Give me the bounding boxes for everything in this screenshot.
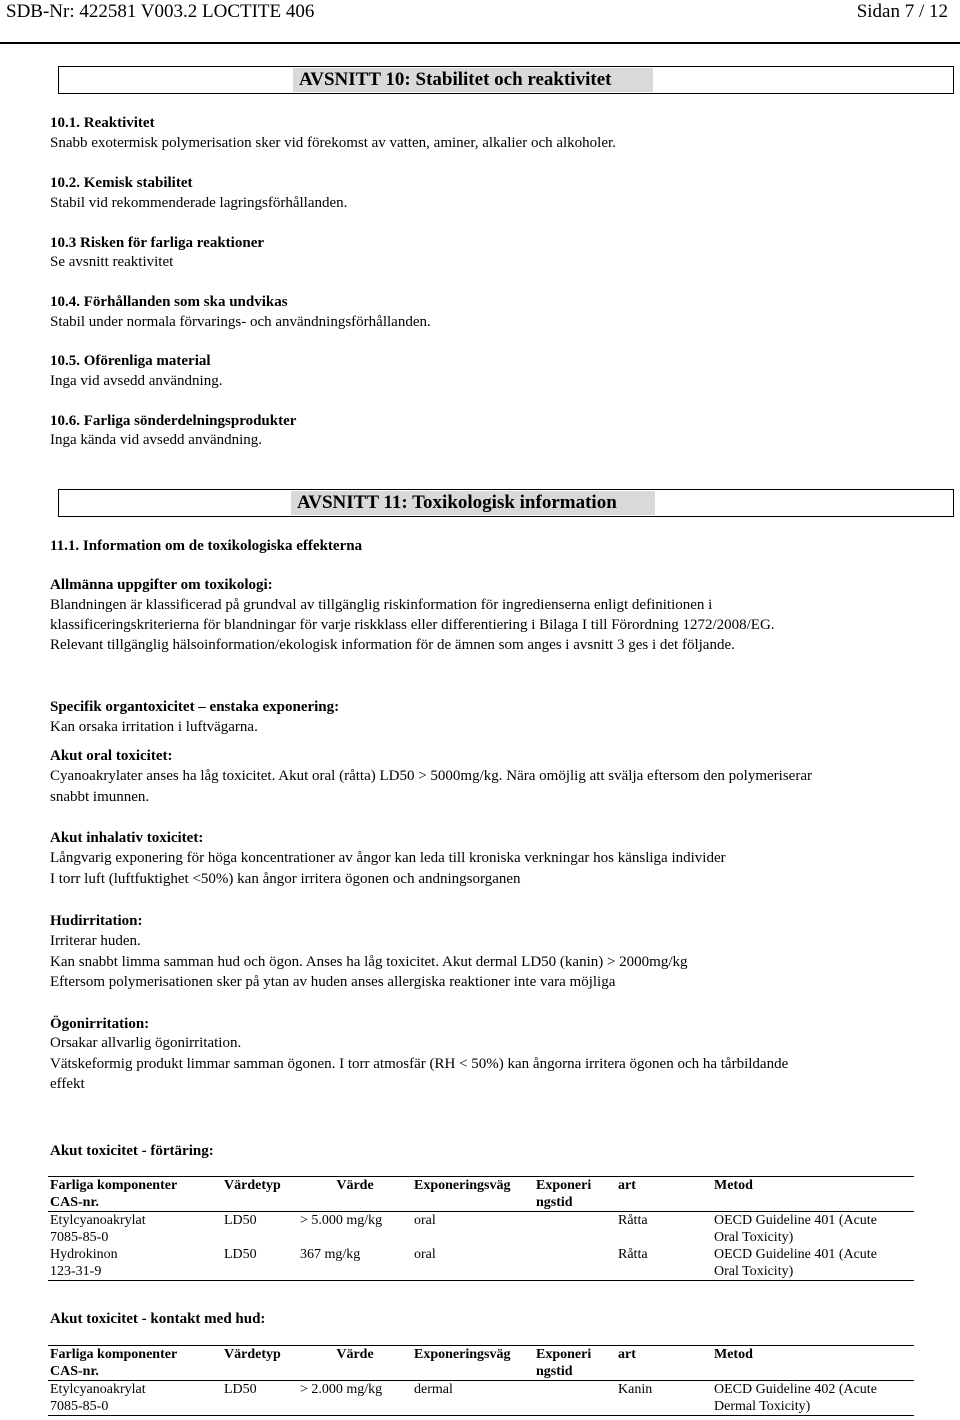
oral-tox-heading: Akut oral toxicitet:	[50, 748, 173, 764]
s10-4-heading: 10.4. Förhållanden som ska undvikas	[50, 294, 288, 310]
s10-1-text: Snabb exotermisk polymerisation sker vid förekomst av vatten, aminer, alkalier och alkoholer.	[50, 135, 616, 151]
inhal-tox-line-1: Långvarig exponering för höga koncentrationer av ångor kan leda till kroniska verkningar hos känsliga individer	[50, 850, 726, 866]
col-route: Exponeringsväg	[412, 1177, 534, 1212]
col-value: Värde	[298, 1346, 412, 1381]
section-11-title-box	[58, 489, 954, 517]
skin-irritation-line-1: Irriterar huden.	[50, 933, 141, 949]
inhal-tox-heading: Akut inhalativ toxicitet:	[50, 830, 204, 846]
s10-3-text: Se avsnitt reaktivitet	[50, 254, 174, 270]
dermal-table-title: Akut toxicitet - kontakt med hud:	[50, 1311, 266, 1327]
col-components: Farliga komponenter CAS-nr.	[48, 1346, 222, 1381]
s10-5-heading: 10.5. Oförenliga material	[50, 353, 211, 369]
s10-5-text: Inga vid avsedd användning.	[50, 373, 223, 389]
general-line-1: Blandningen är klassificerad på grundval av tillgänglig riskinformation för ingredienserna enligt definitionen i	[50, 597, 713, 613]
section-10-title-box	[58, 66, 954, 94]
table-row: Hydrokinon 123-31-9 LD50 367 mg/kg oral Råtta OECD Guideline 401 (Acute Oral Toxicity)	[50, 1247, 877, 1279]
stot-heading: Specifik organtoxicitet – enstaka exponering:	[50, 699, 340, 715]
col-components: Farliga komponenter CAS-nr.	[48, 1177, 222, 1212]
table-row: Etylcyanoakrylat 7085-85-0 LD50 > 2.000 mg/kg dermal Kanin OECD Guideline 402 (Acute Dermal Toxicity)	[50, 1382, 877, 1414]
col-method: Metod	[712, 1346, 914, 1381]
col-route: Exponeringsväg	[412, 1346, 534, 1381]
general-line-2: klassificeringskriterierna för blandningar för varje riskklass eller differentiering i Bilaga I till Förordning 1272/2008/EG.	[50, 617, 775, 633]
page-number: Sidan 7 / 12	[856, 1, 948, 22]
dermal-tox-table	[48, 1345, 914, 1416]
s10-2-heading: 10.2. Kemisk stabilitet	[50, 175, 193, 191]
eye-irritation-line-3: effekt	[50, 1076, 85, 1092]
table-row: Etylcyanoakrylat 7085-85-0 LD50 > 5.000 mg/kg oral Råtta OECD Guideline 401 (Acute Oral Toxicity)	[50, 1213, 877, 1245]
table-header-row	[48, 1177, 914, 1212]
table-header-row	[48, 1346, 914, 1381]
stot-line-1: Kan orsaka irritation i luftvägarna.	[50, 719, 258, 735]
skin-irritation-heading: Hudirritation:	[50, 913, 143, 929]
col-value-type: Värdetyp	[222, 1177, 298, 1212]
s10-1-heading: 10.1. Reaktivitet	[50, 115, 155, 131]
general-line-3: Relevant tillgänglig hälsoinformation/ekologisk information för de ämnen som anges i avsnitt 3 ges i det följande.	[50, 637, 735, 653]
s10-4-text: Stabil under normala förvarings- och användningsförhållanden.	[50, 314, 431, 330]
col-species: art	[616, 1346, 712, 1381]
eye-irritation-line-2: Vätskeformig produkt limmar samman ögonen. I torr atmosfär (RH < 50%) kan ångorna irritera ögonen och ha tårbildande	[50, 1056, 789, 1072]
oral-tox-table	[48, 1176, 914, 1281]
s10-2-text: Stabil vid rekommenderade lagringsförhållanden.	[50, 195, 348, 211]
eye-irritation-line-1: Orsakar allvarlig ögonirritation.	[50, 1035, 242, 1051]
col-exposure-time: Exponeri ngstid	[534, 1346, 616, 1381]
oral-table-title: Akut toxicitet - förtäring:	[50, 1143, 214, 1159]
section-11-title: AVSNITT 11: Toxikologisk information	[291, 491, 655, 515]
header-divider	[0, 42, 960, 44]
s10-6-heading: 10.6. Farliga sönderdelningsprodukter	[50, 413, 297, 429]
inhal-tox-line-2: I torr luft (luftfuktighet <50%) kan ångor irritera ögonen och andningsorganen	[50, 871, 521, 887]
s10-6-text: Inga kända vid avsedd användning.	[50, 432, 263, 448]
s11-1-heading: 11.1. Information om de toxikologiska effekterna	[50, 538, 363, 554]
document-id: SDB-Nr: 422581 V003.2 LOCTITE 406	[6, 1, 315, 22]
s10-3-heading: 10.3 Risken för farliga reaktioner	[50, 235, 265, 251]
section-10-title: AVSNITT 10: Stabilitet och reaktivitet	[293, 68, 653, 92]
col-species: art	[616, 1177, 712, 1212]
skin-irritation-line-2: Kan snabbt limma samman hud och ögon. Anses ha låg toxicitet. Akut dermal LD50 (kanin) > 2000mg/kg	[50, 954, 688, 970]
oral-tox-line-1: Cyanoakrylater anses ha låg toxicitet. Akut oral (råtta) LD50 > 5000mg/kg. Nära omöjlig att svälja eftersom den polymeriserar	[50, 768, 812, 784]
col-exposure-time: Exponeri ngstid	[534, 1177, 616, 1212]
oral-tox-line-2: snabbt imunnen.	[50, 789, 150, 805]
col-value-type: Värdetyp	[222, 1346, 298, 1381]
page-header	[6, 0, 948, 26]
col-value: Värde	[298, 1177, 412, 1212]
eye-irritation-heading: Ögonirritation:	[50, 1016, 150, 1032]
general-heading: Allmänna uppgifter om toxikologi:	[50, 577, 273, 593]
col-method: Metod	[712, 1177, 914, 1212]
skin-irritation-line-3: Eftersom polymerisationen sker på ytan av huden anses allergiska reaktioner inte vara möjliga	[50, 974, 616, 990]
